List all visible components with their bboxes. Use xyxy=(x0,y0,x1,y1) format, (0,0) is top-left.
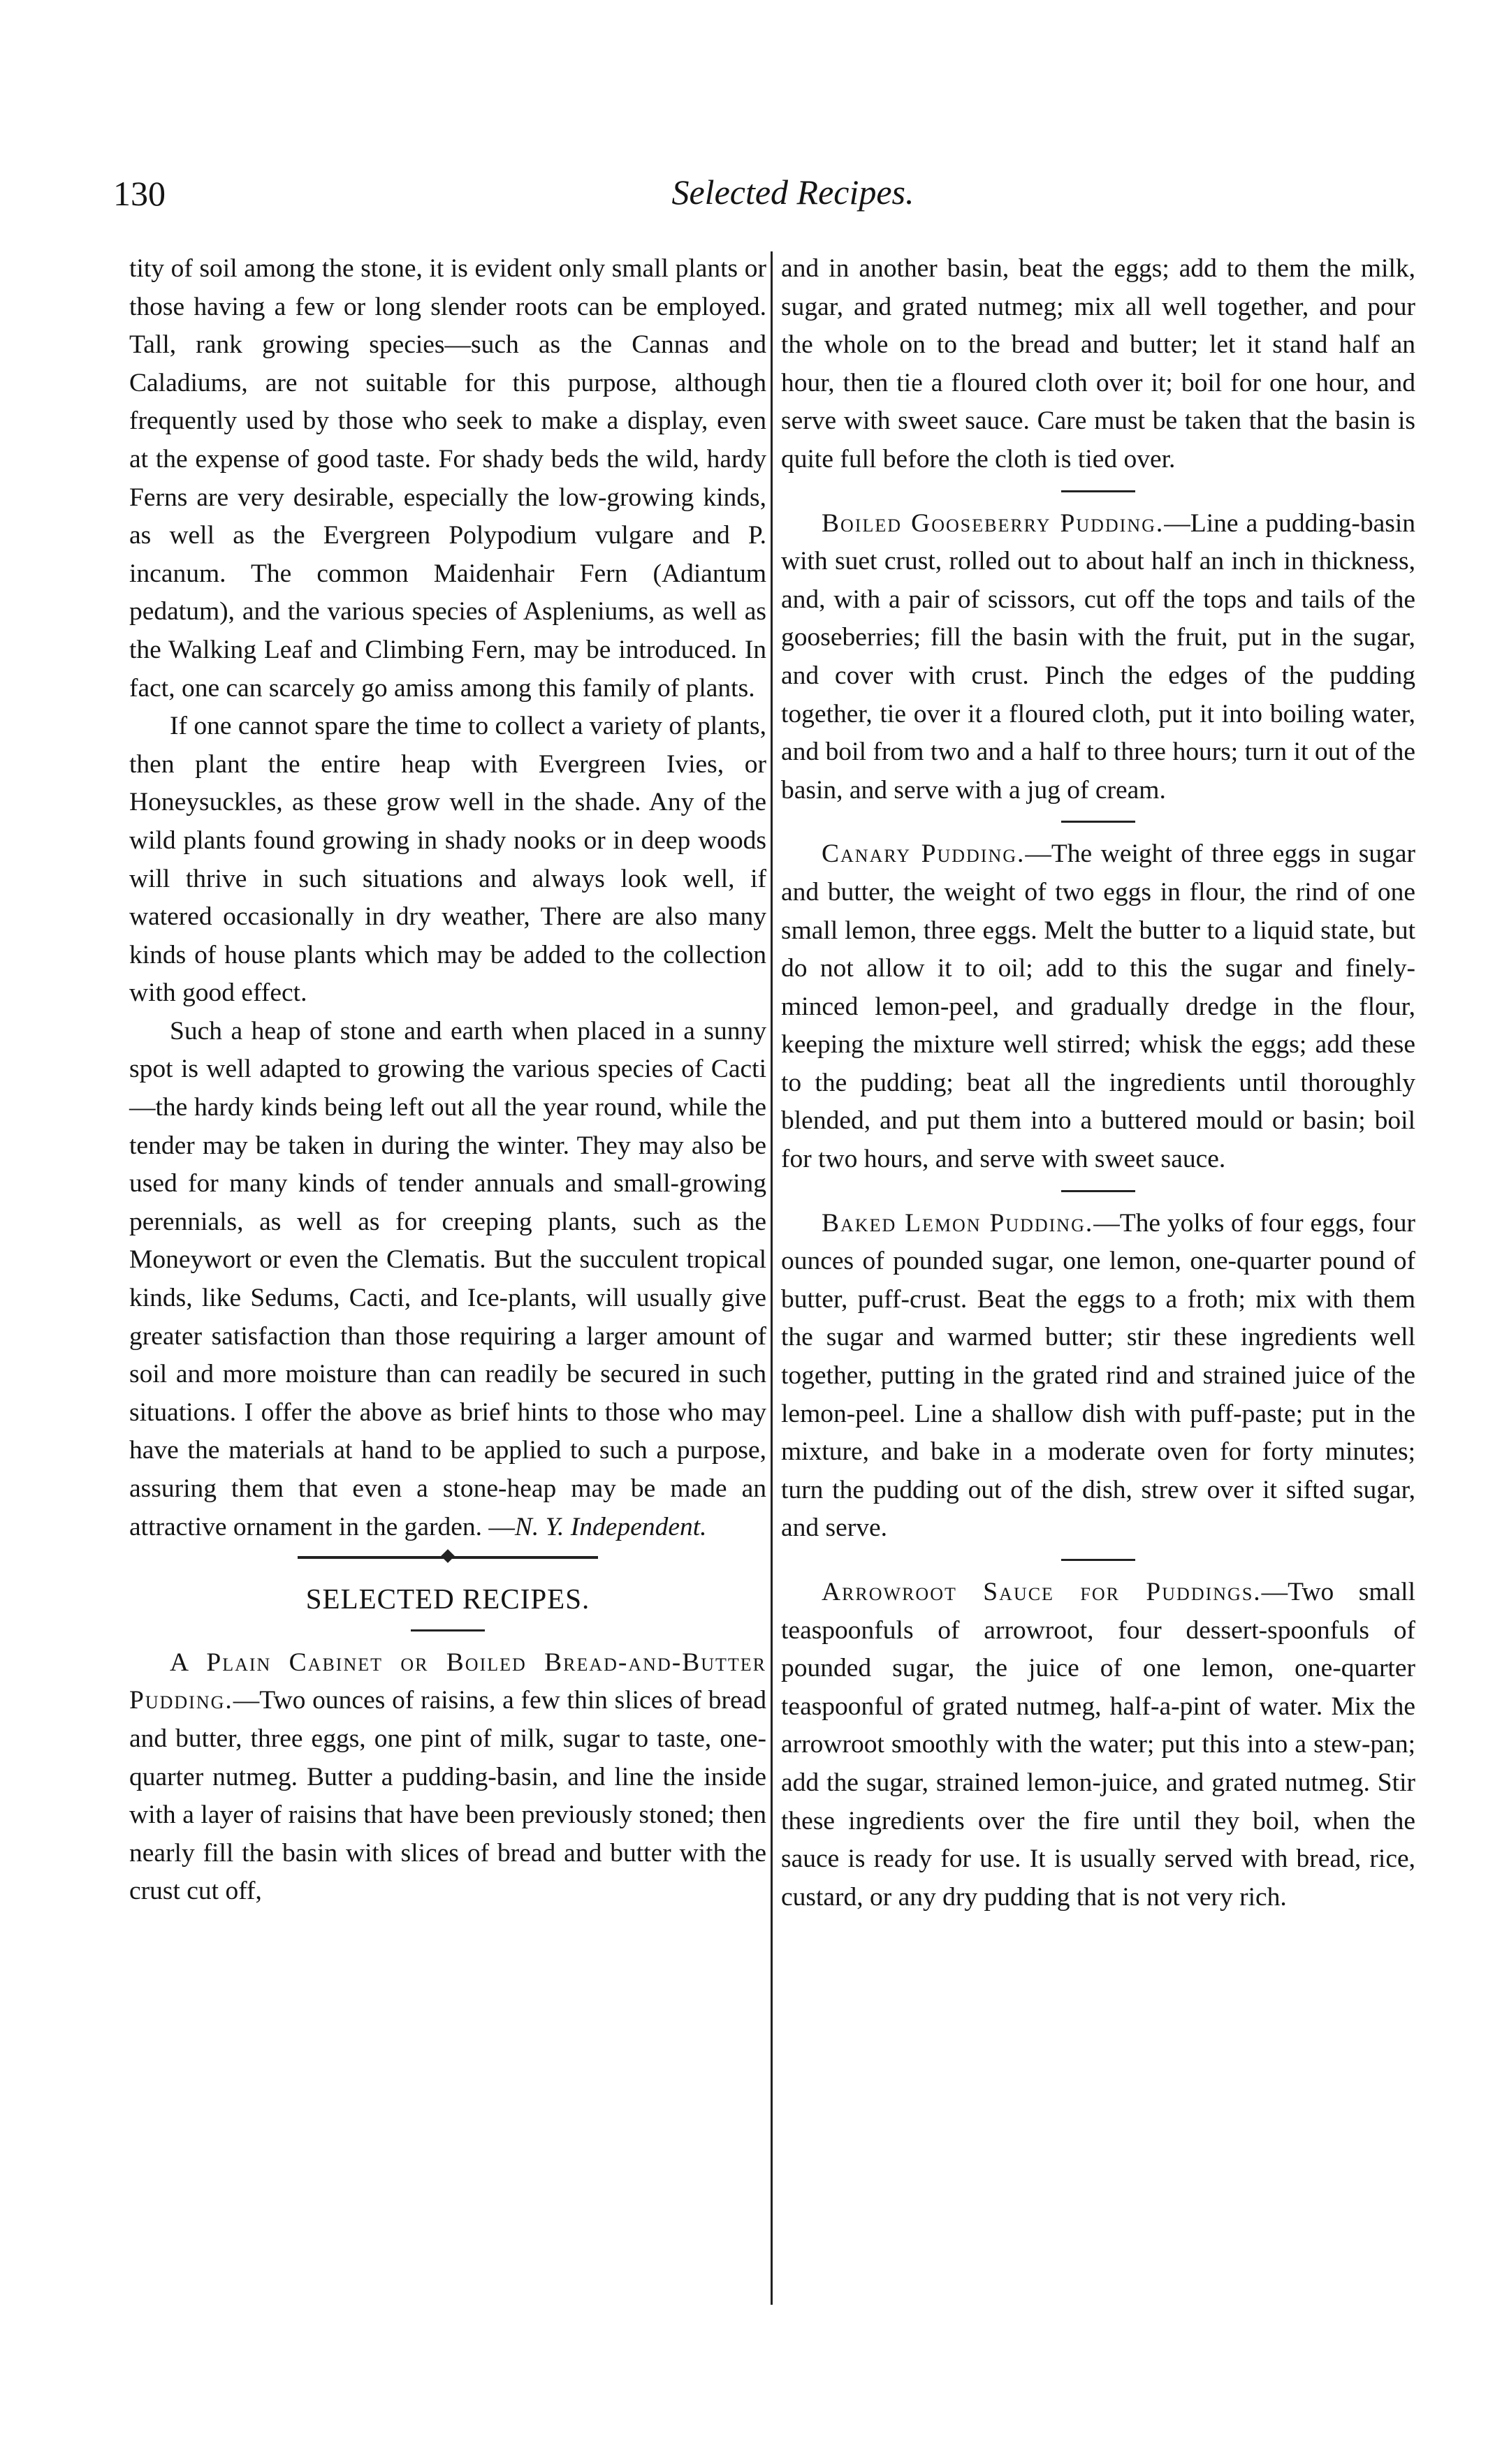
paragraph: If one cannot spare the time to collect a variety of plants, then plant the entire heap with Evergreen Ivies, or Honeysuckles, as these grow well in the shade. Any of the wild plants found growing in shady nooks or in deep woods will thrive in such situations and always look well, if watered occasionally in dry weather, There are also many kinds of house plants which may be added to the collection with good effect. xyxy=(129,712,766,1008)
short-rule xyxy=(1061,490,1135,492)
running-title: Selected Recipes. xyxy=(671,173,914,212)
left-column xyxy=(129,250,766,1911)
recipe-title: Baked Lemon Pudding. xyxy=(822,1208,1094,1238)
recipe-title: Canary Pudding. xyxy=(822,839,1026,869)
short-rule xyxy=(1061,821,1135,823)
paragraph-with-signature xyxy=(129,1013,766,1546)
recipe-title: Arrowroot Sauce for Puddings. xyxy=(822,1578,1262,1606)
short-rule xyxy=(1061,1190,1135,1192)
recipe xyxy=(781,505,1415,810)
recipe-text: —The yolks of four eggs, four ounces of pounded sugar, one lemon, one-quarter pound of butter, puff-crust. Beat the eggs to a froth; mix with them the sugar and warmed butter; stir these ingredients well together, putting in the grated rind and strained juice of the lemon-peel. Line a shallow dish with puff-paste; put in the mixture, and bake in a moderate oven for forty minutes; turn the pudding out of the dish, strew over it sifted sugar, and serve. xyxy=(781,1208,1415,1543)
recipe-title: A Plain Cabinet or Boiled Bread-and-Butter Pudding. xyxy=(129,1648,766,1715)
recipe xyxy=(781,1574,1415,1916)
paragraph-text: Such a heap of stone and earth when placed in a sunny spot is well adapted to growing the various species of Cacti—the hardy kinds being left out all the year round, while the tender may be taken in during the winter. They may also be used for many kinds of tender annuals and small-growing perennials, as well as for creeping plants, such as the Moneywort or even the Clematis. But the succulent tropical kinds, like Sedums, Cacti, and Ice-plants, will usually give greater satisfaction than those requiring a larger amount of soil and more moisture than can readily be secured in such situations. I offer the above as brief hints to those who may have the materials at hand to be applied to such a purpose, assuring them that even a stone-heap may be made an attractive ornament in the garden. — xyxy=(129,1016,766,1541)
recipe-text: —The weight of three eggs in sugar and butter, the weight of two eggs in flour, the rind of one small lemon, three eggs. Melt the butter to a liquid state, but do not allow it to oil; add to this the sugar and finely-minced lemon-peel, and gradually dredge in the flour, keeping the mixture well stirred; whisk the eggs; add these to the pudding; beat all the ingredients until thoroughly blended, and put them into a buttered mould or basin; boil for two hours, and serve with sweet sauce. xyxy=(781,839,1415,1174)
recipe-text: —Two small teaspoonfuls of arrowroot, four dessert-spoonfuls of pounded sugar, the juice of one lemon, one-quarter teaspoonful of grated nutmeg, half-a-pint of water. Mix the arrowroot smoothly with the water; put this into a stew-pan; add the sugar, strained lemon-juice, and grated nutmeg. Stir these ingredients over the fire until they boil, when the sauce is ready for use. It is usually served with bread, rice, custard, or any dry pudding that is not very rich. xyxy=(781,1578,1415,1912)
recipe xyxy=(129,1644,766,1911)
right-column xyxy=(781,250,1415,1916)
ornamental-rule xyxy=(298,1556,598,1559)
section-heading: SELECTED RECIPES. xyxy=(305,1583,590,1615)
recipe-text: —Line a pudding-basin with suet crust, rolled out to about half an inch in thickness, and, with a pair of scissors, cut off the tops and tails of the gooseberries; fill the basin with the fruit, put in the sugar, and cover with crust. Pinch the edges of the pudding together, tie over it a floured cloth, put it into boiling water, and boil from two and a half to three hours; turn it out of the basin, and serve with a jug of cream. xyxy=(781,508,1415,805)
recipe-text: —Two ounces of raisins, a few thin slices of bread and butter, three eggs, one pint of milk, sugar to taste, one-quarter nutmeg. Butter a pudding-basin, and line the inside with a layer of raisins that have been previously stoned; then nearly fill the basin with slices of bread and butter with the crust cut off, xyxy=(129,1686,766,1906)
short-rule xyxy=(1061,1559,1135,1561)
recipe xyxy=(781,1205,1415,1548)
short-rule xyxy=(411,1629,485,1631)
recipe xyxy=(781,835,1415,1178)
paragraph: tity of soil among the stone, it is evident only small plants or those having a few or long slender roots can be employed. Tall, rank growing species—such as the Cannas and Caladiums, are not suitable for this purpose, although frequently used by those who seek to make a display, even at the expense of good taste. For shady beds the wild, hardy Ferns are very desirable, especially the low-growing kinds, as well as the Evergreen Polypodium vulgare and P. incanum. The common Maidenhair Fern (Adiantum pedatum), and the various species of Aspleniums, as well as the Walking Leaf and Climbing Fern, may be introduced. In fact, one can scarcely go amiss among this family of plants. xyxy=(129,254,766,703)
recipe-title: Boiled Gooseberry Pudding. xyxy=(822,508,1165,538)
paragraph: and in another basin, beat the eggs; add to them the milk, sugar, and grated nutmeg; mix all well together, and pour the whole on to the bread and butter; let it stand half an hour, then tie a floured cloth over it; boil for one hour, and serve with sweet sauce. Care must be taken that the basin is quite full before the cloth is tied over. xyxy=(781,254,1415,474)
column-divider xyxy=(771,251,773,2305)
page-number: 130 xyxy=(113,174,166,213)
source-signature: N. Y. Independent. xyxy=(514,1512,707,1541)
